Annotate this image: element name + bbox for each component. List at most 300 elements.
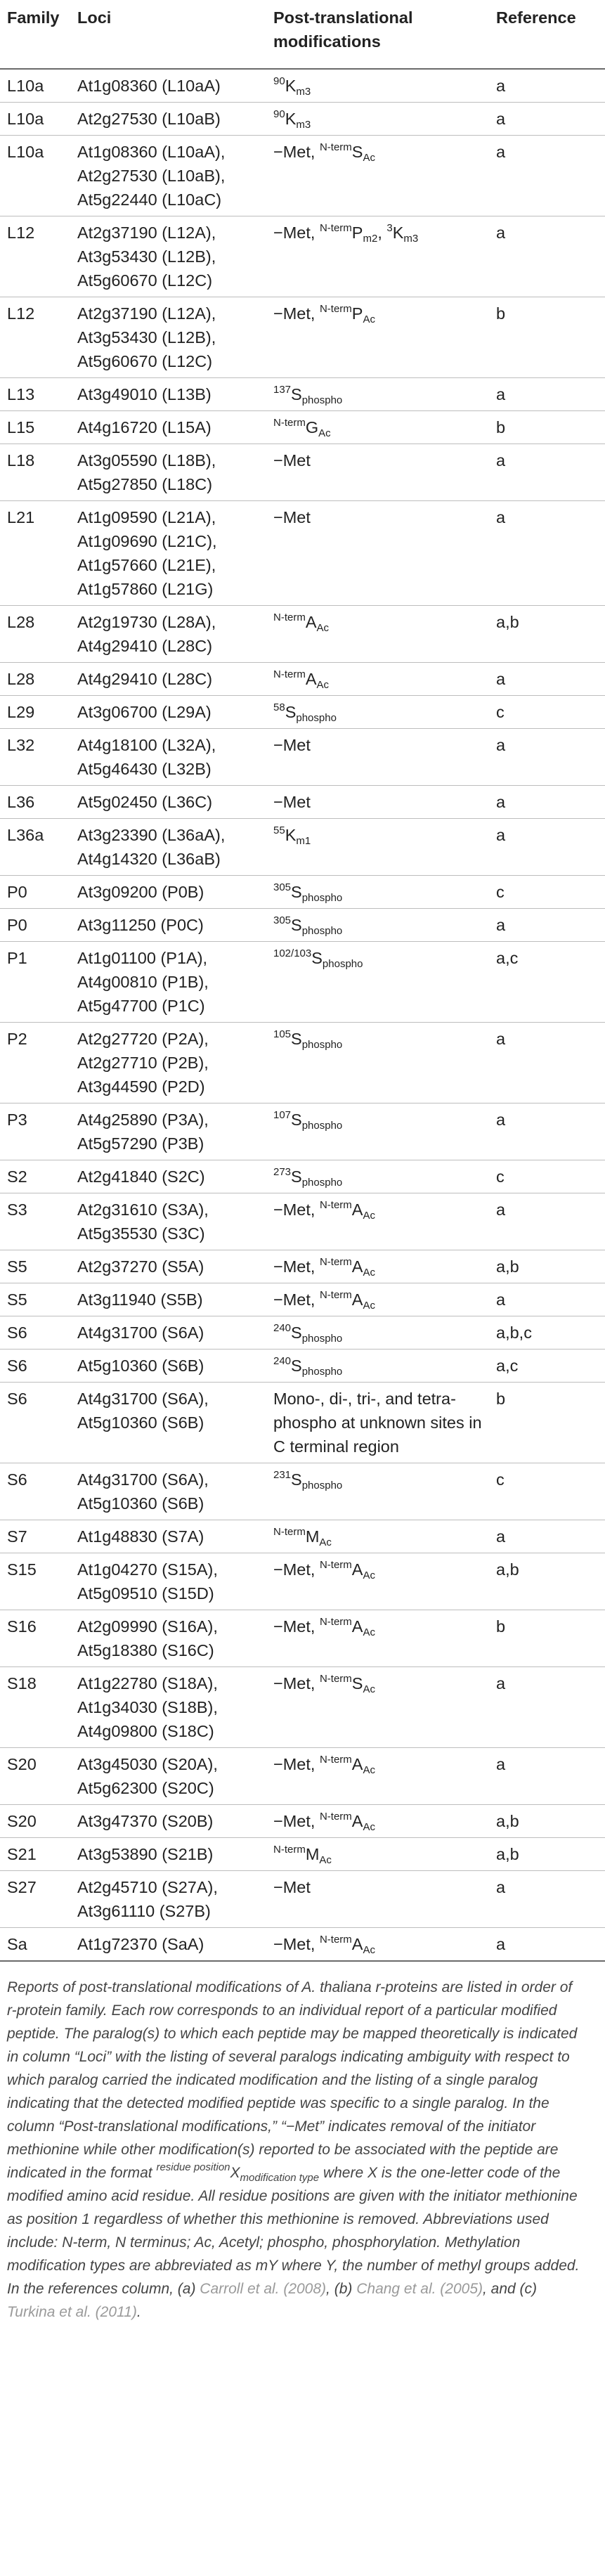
ptm-superscript: N-term [273,611,306,623]
table-row [0,444,605,501]
ptm-superscript: 90 [273,108,285,120]
ptm-text: S [351,143,363,161]
ptm-subscript: Ac [363,1210,375,1222]
locus-line: At4g18100 (L32A), [77,736,216,754]
cell-reference: b [489,1383,605,1463]
cell-ptm [266,876,489,909]
table-row [0,1103,605,1160]
cell-ptm [266,1838,489,1871]
cell-loci [70,606,266,663]
table-row [0,1667,605,1748]
locus-line: At3g23390 (L36aA), [77,826,226,844]
cell-ptm [266,942,489,1023]
cell-family: S3 [0,1193,70,1250]
cell-loci [70,663,266,696]
cell-reference: a,b [489,1805,605,1838]
ptm-subscript: m3 [296,86,311,98]
locus-line: At4g31700 (S6A) [77,1323,204,1342]
ptm-superscript: N-term [273,1844,306,1856]
cell-family: S21 [0,1838,70,1871]
ptm-text: −Met [273,1878,311,1896]
cell-ptm [266,663,489,696]
table-row [0,1316,605,1350]
cell-reference: a,b [489,1838,605,1871]
ptm-text: S [291,1030,302,1048]
ptm-subscript: phospho [301,892,343,904]
locus-line: At4g29410 (L28C) [77,670,213,688]
table-row [0,606,605,663]
ptm-subscript: Ac [318,427,331,439]
cell-ptm [266,1103,489,1160]
footnote-format-type: modification type [240,2172,320,2184]
cell-reference: a [489,1283,605,1316]
cell-ptm [266,1383,489,1463]
cell-family: S5 [0,1283,70,1316]
ptm-subscript: phospho [301,1366,343,1378]
cell-reference: b [489,1610,605,1667]
locus-line: At4g14320 (L36aB) [77,850,221,868]
cell-family: S20 [0,1748,70,1805]
ptm-subscript: Ac [363,313,375,325]
ptm-superscript: N-term [319,1754,352,1766]
cell-loci [70,876,266,909]
cell-reference: a [489,1193,605,1250]
cell-family: Sa [0,1928,70,1962]
cell-reference: a [489,501,605,606]
ptm-superscript: 90 [273,75,285,87]
ptm-subscript: m3 [296,119,311,131]
table-row [0,1193,605,1250]
ptm-superscript: N-term [319,1616,352,1628]
ptm-superscript: 102/103 [273,947,312,959]
cell-loci [70,1250,266,1283]
cell-family: P2 [0,1023,70,1103]
header-reference: Reference [489,0,605,69]
cell-ptm [266,1928,489,1962]
locus-line: At5g47700 (P1C) [77,997,205,1015]
locus-line: At3g61110 (S27B) [77,1902,211,1920]
locus-line: At1g08360 (L10aA) [77,77,221,95]
cell-reference: a [489,786,605,819]
cell-loci [70,909,266,942]
locus-line: At1g04270 (S15A), [77,1560,218,1579]
locus-line: At5g02450 (L36C) [77,793,213,811]
header-loci: Loci [70,0,266,69]
cell-loci [70,1383,266,1463]
cell-reference: a,b [489,1250,605,1283]
cell-loci [70,501,266,606]
ptm-subscript: Ac [319,1536,332,1548]
cell-ptm [266,216,489,297]
locus-line: At2g27530 (L10aB), [77,167,226,185]
locus-line: At1g09590 (L21A), [77,508,216,526]
ptm-superscript: 273 [273,1166,292,1178]
cell-loci [70,69,266,103]
locus-line: At2g37270 (S5A) [77,1257,204,1276]
ptm-text: A [351,1257,363,1276]
cell-reference: a [489,663,605,696]
footnote-text-1: Reports of post-translational modifications of A. thaliana r-proteins are listed in order of r-protein family. Each row corresponds to an individual report of a particular modified peptide. The paralog(s) to which each peptide may be mapped theoretically is indicated in column “Loci” with the listing of several paralogs indicating ambiguity with respect to which paralog carried the indicated modification and the listing of a single paralog indicating that the detected modified peptide was specific to a single paralog. In the column “Post-translational modifications,” “−Met” indicates removal of the initiator methionine while other modification(s) reported to be associated with the peptide are indicated in the format [7,1979,578,2181]
ptm-superscript: 305 [273,914,292,926]
locus-line: At5g60670 (L12C) [77,352,213,370]
cell-loci [70,729,266,786]
ptm-superscript: N-term [319,1934,352,1946]
locus-line: At1g48830 (S7A) [77,1527,204,1546]
cell-reference: a [489,1103,605,1160]
table-row [0,1610,605,1667]
locus-line: At2g45710 (S27A), [77,1878,218,1896]
locus-line: At4g09800 (S18C) [77,1722,214,1740]
cell-ptm [266,696,489,729]
header-ptm: Post-translational modifications [266,0,489,69]
table-row [0,69,605,103]
cell-loci [70,378,266,411]
ptm-text: P [351,224,363,242]
table-row [0,1383,605,1463]
table-row [0,1463,605,1520]
ptm-superscript: 55 [273,824,285,836]
reference-link-chang[interactable]: Chang et al. (2005) [356,2281,483,2297]
ptm-subscript: m3 [403,233,419,245]
locus-line: At3g45030 (S20A), [77,1755,218,1773]
cell-loci [70,216,266,297]
ptm-text: A [351,1935,363,1953]
cell-family: S2 [0,1160,70,1193]
locus-line: At3g53430 (L12B), [77,247,216,266]
cell-ptm [266,1805,489,1838]
ptm-superscript: N-term [273,1526,306,1538]
ptm-subscript: phospho [301,1120,343,1132]
cell-reference: c [489,1463,605,1520]
locus-line: At2g41840 (S2C) [77,1167,205,1186]
ptm-subscript: Ac [363,1626,375,1638]
cell-ptm [266,1748,489,1805]
ptm-text: −Met [273,736,311,754]
locus-line: At4g31700 (S6A), [77,1470,209,1489]
cell-reference: a [489,1748,605,1805]
ptm-subscript: phospho [322,958,363,970]
cell-ptm [266,1553,489,1610]
ptm-superscript: 107 [273,1109,292,1121]
cell-family: L28 [0,663,70,696]
table-row [0,1350,605,1383]
table-body [0,69,605,1961]
locus-line: At3g47370 (S20B) [77,1812,214,1830]
cell-loci [70,1520,266,1553]
locus-line: At3g09200 (P0B) [77,883,204,901]
locus-line: At5g22440 (L10aC) [77,190,222,209]
ptm-text: S [291,385,302,403]
cell-family: L21 [0,501,70,606]
ptm-text: P [351,304,363,323]
ptm-text: M [305,1527,320,1546]
cell-reference: a,b [489,606,605,663]
ptm-subscript: phospho [301,1039,343,1051]
locus-line: At5g57290 (P3B) [77,1134,204,1153]
locus-line: At3g11250 (P0C) [77,916,204,934]
ptm-superscript: 240 [273,1355,292,1367]
table-row [0,1023,605,1103]
cell-loci [70,1871,266,1928]
locus-line: At2g27530 (L10aB) [77,110,221,128]
header-family: Family [0,0,70,69]
table-row [0,876,605,909]
table-row [0,1250,605,1283]
cell-reference: a [489,103,605,136]
cell-ptm [266,136,489,216]
ptm-text: A [351,1200,363,1219]
ptm-subscript: phospho [301,394,343,406]
cell-family: L13 [0,378,70,411]
footnote-sep-1: , (b) [326,2281,357,2297]
ptm-text: −Met, [273,1257,320,1276]
ptm-superscript: N-term [319,1673,352,1685]
ptm-text: −Met, [273,1617,320,1636]
cell-ptm [266,1023,489,1103]
ptm-text: −Met, [273,1560,320,1579]
locus-line: At1g08360 (L10aA), [77,143,226,161]
ptm-text: A [351,1617,363,1636]
table-row [0,216,605,297]
ptm-subscript: m1 [296,835,311,847]
ptm-superscript: N-term [319,222,352,234]
ptm-subscript: Ac [319,1854,332,1866]
ptm-text: S [291,916,302,934]
ptm-text: S [285,703,297,721]
footnote-format-residue: X [230,2165,240,2181]
ptm-text: , [377,224,387,242]
locus-line: At1g57660 (L21E), [77,556,216,574]
cell-ptm [266,103,489,136]
cell-loci [70,1103,266,1160]
cell-loci [70,1748,266,1805]
table-row [0,696,605,729]
cell-reference: a [489,444,605,501]
footnote-text-2: where X is the one-letter code of the modified amino acid residue. All residue positions are given with the initiator methionine as position 1 regardless of whether this methionine is removed. Abbreviations used include: N-term, N terminus; Ac, Acetyl; phospho, phosphorylation. Methylation modification types are abbreviated as mY where Y, the number of methyl groups added. In the references column, (a) [7,2165,580,2297]
cell-loci [70,297,266,378]
cell-loci [70,136,266,216]
ptm-text: −Met, [273,1200,320,1219]
ptm-subscript: Ac [363,1683,375,1695]
ptm-text: −Met, [273,143,320,161]
cell-ptm [266,909,489,942]
ptm-text: S [291,883,302,901]
ptm-text: A [305,670,317,688]
ptm-text: K [285,77,297,95]
footnote-format-position: residue position [156,2161,230,2173]
cell-ptm [266,786,489,819]
cell-ptm [266,1520,489,1553]
cell-family: L10a [0,69,70,103]
locus-line: At2g37190 (L12A), [77,304,216,323]
ptm-superscript: N-term [319,303,352,315]
ptm-superscript: 105 [273,1028,292,1040]
cell-ptm [266,1610,489,1667]
cell-ptm [266,1193,489,1250]
ptm-superscript: 231 [273,1469,292,1481]
ptm-subscript: phospho [296,712,337,724]
ptm-superscript: 305 [273,881,292,893]
cell-loci [70,786,266,819]
cell-family: L15 [0,411,70,444]
cell-reference: b [489,411,605,444]
cell-reference: c [489,1160,605,1193]
cell-family: S15 [0,1553,70,1610]
table-row [0,411,605,444]
ptm-text: −Met, [273,1935,320,1953]
cell-reference: a [489,136,605,216]
cell-loci [70,1023,266,1103]
locus-line: At2g19730 (L28A), [77,613,216,631]
table-row [0,1838,605,1871]
cell-family: S6 [0,1316,70,1350]
cell-ptm [266,1316,489,1350]
ptm-superscript: N-term [319,1289,352,1301]
table-row [0,942,605,1023]
cell-loci [70,1193,266,1250]
locus-line: At1g72370 (SaA) [77,1935,204,1953]
locus-line: At3g44590 (P2D) [77,1077,205,1096]
ptm-text: S [291,1357,302,1375]
cell-family: P3 [0,1103,70,1160]
locus-line: At2g09990 (S16A), [77,1617,218,1636]
ptm-text: K [285,110,297,128]
cell-family: P0 [0,909,70,942]
ptm-text: −Met [273,451,311,470]
table-row [0,297,605,378]
table-header [0,0,605,69]
locus-line: At3g05590 (L18B), [77,451,216,470]
cell-ptm [266,297,489,378]
ptm-text: −Met, [273,1812,320,1830]
table-row [0,501,605,606]
locus-line: At4g25890 (P3A), [77,1111,209,1129]
cell-family: S18 [0,1667,70,1748]
table-row [0,1160,605,1193]
cell-family: S16 [0,1610,70,1667]
ptm-subscript: Ac [363,1764,375,1776]
reference-link-carroll[interactable]: Carroll et al. (2008) [200,2281,327,2297]
cell-loci [70,1160,266,1193]
cell-reference: a [489,1520,605,1553]
cell-family: L32 [0,729,70,786]
ptm-subscript: phospho [301,1333,343,1345]
cell-reference: a [489,909,605,942]
cell-reference: a [489,1928,605,1962]
locus-line: At4g16720 (L15A) [77,418,212,436]
cell-loci [70,1667,266,1748]
ptm-text: S [291,1323,302,1342]
table-row [0,1520,605,1553]
cell-ptm [266,378,489,411]
locus-line: At3g06700 (L29A) [77,703,212,721]
ptm-text: A [351,1812,363,1830]
cell-loci [70,1463,266,1520]
table-row [0,786,605,819]
cell-family: L28 [0,606,70,663]
cell-loci [70,696,266,729]
table-row [0,1283,605,1316]
ptm-superscript: N-term [273,668,306,680]
locus-line: At5g27850 (L18C) [77,475,213,493]
locus-line: At1g57860 (L21G) [77,580,214,598]
locus-line: At4g00810 (P1B), [77,973,209,991]
cell-loci [70,1805,266,1838]
ptm-superscript: N-term [319,1256,352,1268]
ptm-subscript: Ac [316,622,330,634]
ptm-text: −Met [273,508,311,526]
locus-line: At1g09690 (L21C), [77,532,217,550]
cell-reference: c [489,696,605,729]
table-row [0,1553,605,1610]
locus-line: At3g53430 (L12B), [77,328,216,347]
ptm-text: A [351,1290,363,1309]
cell-family: L36a [0,819,70,876]
cell-loci [70,411,266,444]
ptm-superscript: N-term [319,1811,352,1823]
ptm-subscript: Ac [363,1944,375,1956]
reference-link-turkina[interactable]: Turkina et al. (2011) [7,2304,137,2320]
table-row [0,729,605,786]
ptm-superscript: N-term [319,141,352,153]
table-row [0,1748,605,1805]
cell-ptm [266,444,489,501]
ptm-subscript: phospho [301,1177,343,1189]
footnote-sep-2: , and (c) [483,2281,538,2297]
cell-loci [70,942,266,1023]
cell-loci [70,819,266,876]
cell-family: S6 [0,1383,70,1463]
locus-line: At5g10360 (S6B) [77,1357,204,1375]
cell-family: S27 [0,1871,70,1928]
locus-line: At5g46430 (L32B) [77,760,212,778]
locus-line: At5g62300 (S20C) [77,1779,214,1797]
cell-loci [70,1283,266,1316]
locus-line: At2g27720 (P2A), [77,1030,209,1048]
locus-line: At4g31700 (S6A), [77,1390,209,1408]
ptm-text: S [291,1167,302,1186]
ptm-text: −Met, [273,224,320,242]
table-row [0,378,605,411]
ptm-text: K [285,826,297,844]
table-row [0,1805,605,1838]
cell-ptm [266,69,489,103]
ptm-subscript: Ac [316,679,330,691]
cell-ptm [266,1160,489,1193]
cell-reference: c [489,876,605,909]
cell-family: L18 [0,444,70,501]
cell-reference: a [489,729,605,786]
locus-line: At5g10360 (S6B) [77,1413,204,1432]
ptm-superscript: N-term [273,417,306,429]
ptm-subscript: Ac [363,152,375,164]
ptm-text: Mono-, di-, tri-, and tetra-phospho at unknown sites in C terminal region [273,1390,482,1456]
ptm-text: −Met, [273,304,320,323]
cell-reference: a,b [489,1553,605,1610]
cell-family: P1 [0,942,70,1023]
cell-loci [70,1928,266,1962]
cell-reference: a [489,1023,605,1103]
cell-loci [70,1838,266,1871]
cell-ptm [266,411,489,444]
table-row [0,663,605,696]
cell-ptm [266,501,489,606]
cell-family: S5 [0,1250,70,1283]
cell-ptm [266,606,489,663]
locus-line: At5g18380 (S16C) [77,1641,214,1659]
cell-loci [70,1316,266,1350]
locus-line: At5g35530 (S3C) [77,1224,205,1243]
